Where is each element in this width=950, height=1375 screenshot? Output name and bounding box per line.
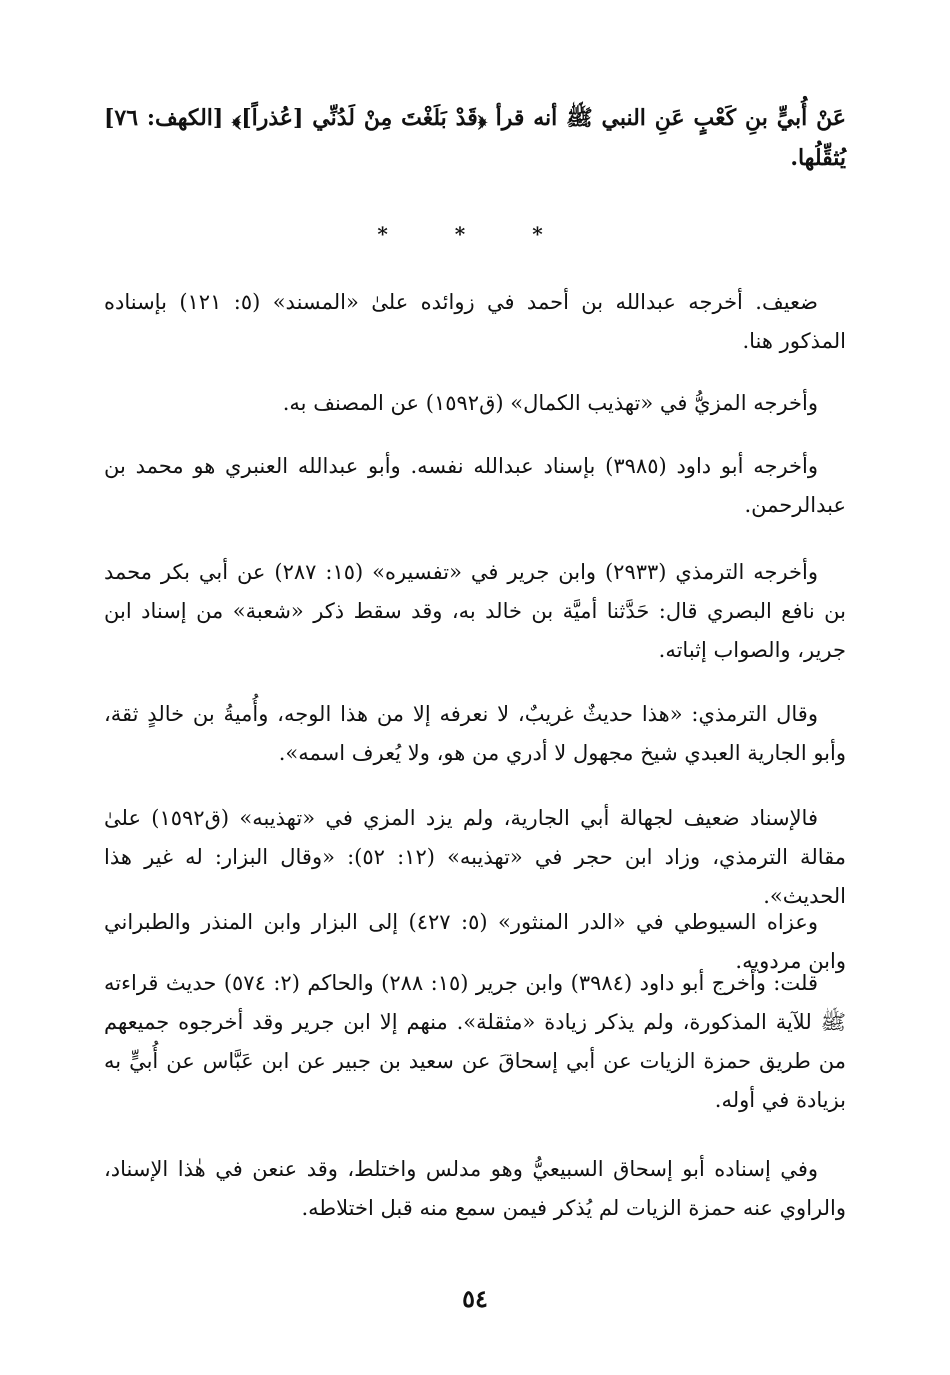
paragraph-sabii: وفي إسناده أبو إسحاق السبيعيُّ وهو مدلس واختلط، وقد عنعن في هٰذا الإسناد، والراوي عنه حمزة الزيات لم يُذكر فيمن سمع منه قبل اختلاطه.	[104, 1157, 846, 1220]
paragraph-other-narrations: قلت: وأخرج أبو داود (٣٩٨٤) وابن جرير (١٥: ٢٨٨) والحاكم (٢: ٥٧٤) حديث قراءته ﷺ للآية المذكورة، ولم يذكر زيادة «مثقلة». منهم إلا ابن جرير وقد أخرجوه جميعهم من طريق حمزة الزيات عن أبي إسحاقَ عن سعيد بن جبير عن ابن عَبَّاس عن أُبيٍّ به بزيادة في أوله.	[104, 971, 846, 1112]
hadith-text: عَنْ أُبيٍّ بنِ كَعْبٍ عَنِ النبي ﷺ أنه قرأ ﴿قَدْ بَلَغْتَ مِنْ لَدُنِّي [عُذراً]﴾ [الكهف: ٧٦] يُثقِّلُها.	[104, 105, 846, 171]
paragraph-mizzi: وأخرجه المزيُّ في «تهذيب الكمال» (ق١٥٩٢) عن المصنف به.	[282, 391, 818, 415]
paragraph-abu-dawud: وأخرجه أبو داود (٣٩٨٥) بإسناد عبدالله نفسه. وأبو عبدالله العنبري هو محمد بن عبدالرحمن.	[104, 454, 846, 517]
paragraph-isnad-weakness: فالإسناد ضعيف لجهالة أبي الجارية، ولم يزد المزي في «تهذيبه» (ق١٥٩٢) علىٰ مقالة الترمذي، وزاد ابن حجر في «تهذيبه» (١٢: ٥٢): «وقال البزار: له غير هذا الحديث».	[104, 806, 846, 908]
paragraph-tirmidhi-quote: وقال الترمذي: «هذا حديثٌ غريبٌ، لا نعرفه إلا من هذا الوجه، وأُميةُ بن خالدٍ ثقة، وأبو الجارية العبدي شيخ مجهول لا أدري من هو، ولا يُعرف اسمه».	[104, 702, 846, 765]
paragraph-suyuti: وعزاه السيوطي في «الدر المنثور» (٥: ٤٢٧) إلى البزار وابن المنذر والطبراني وابن مردويه.	[104, 910, 846, 973]
section-separator: * * *	[377, 222, 573, 246]
paragraph-tirmidhi: وأخرجه الترمذي (٢٩٣٣) وابن جرير في «تفسيره» (١٥: ٢٨٧) عن أبي بكر محمد بن نافع البصري قال: حَدَّثنا أميَّة بن خالد به، وقد سقط ذكر «شعبة» من إسناد ابن جرير، والصواب إثباته.	[104, 560, 846, 662]
page-number: ٥٤	[462, 1284, 488, 1313]
paragraph-grading: ضعيف. أخرجه عبدالله بن أحمد في زوائده علىٰ «المسند» (٥: ١٢١) بإسناده المذكور هنا.	[104, 290, 846, 353]
